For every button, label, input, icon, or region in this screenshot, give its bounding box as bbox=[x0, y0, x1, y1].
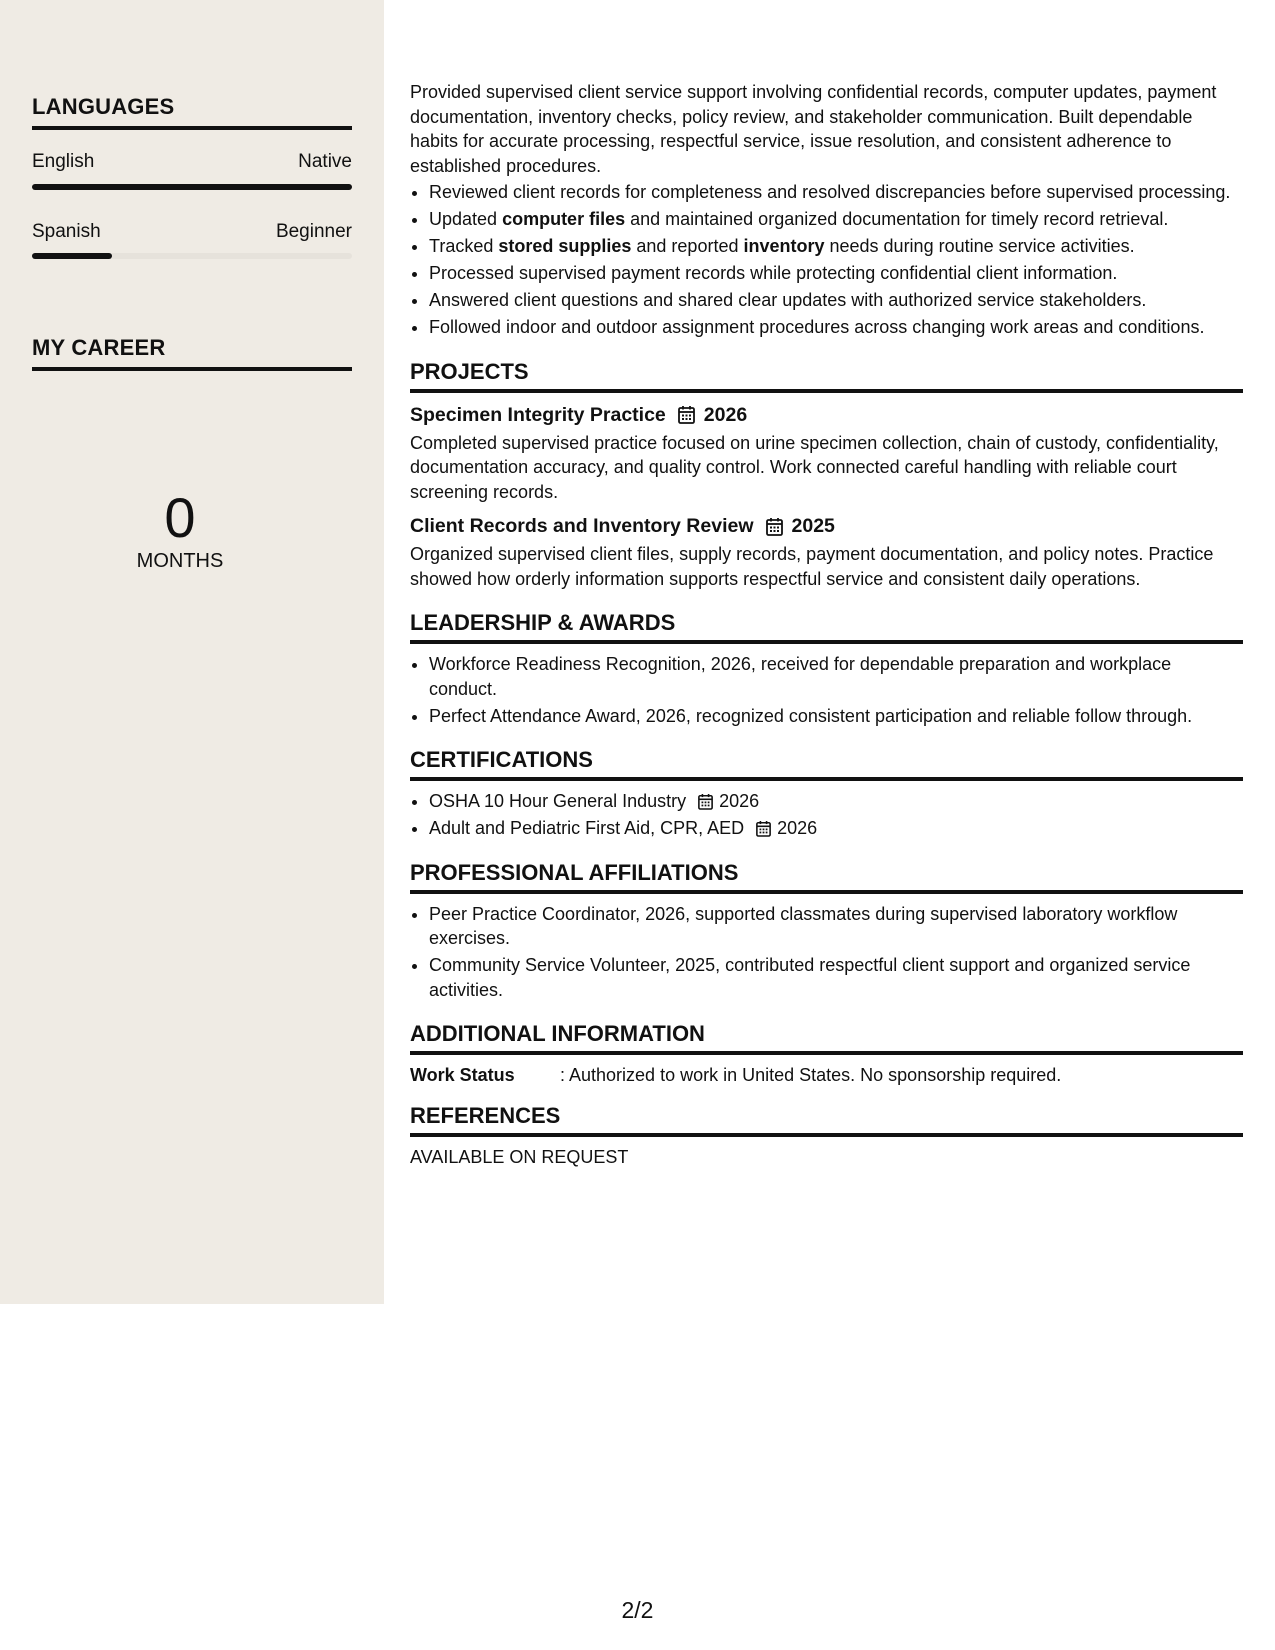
experience-bullet bbox=[429, 234, 1243, 259]
calendar-icon bbox=[756, 820, 771, 837]
bullet-text: Tracked bbox=[429, 236, 499, 256]
certification-name: • Adult and Pediatric First Aid, CPR, AED bbox=[429, 818, 745, 838]
bullet-text: Followed indoor and outdoor assignment procedures across changing work areas and conditions. bbox=[429, 317, 1205, 337]
experience-bullet bbox=[429, 315, 1243, 340]
certification-item bbox=[429, 789, 1243, 814]
page-number: 2/2 bbox=[621, 1597, 654, 1623]
project-title-row bbox=[410, 512, 1243, 540]
project-description: Completed supervised practice focused on urine specimen collection, chain of custody, confidentiality, documentation accuracy, and quality control. Work connected careful handling with reliable court screening records. bbox=[410, 432, 1219, 502]
career-months-value: 0 bbox=[164, 486, 196, 549]
language-proficiency-fill bbox=[32, 253, 112, 259]
bullet-text: Updated bbox=[429, 209, 503, 229]
calendar-icon bbox=[698, 793, 713, 810]
certification-year: 2026 bbox=[719, 791, 760, 811]
projects-heading: PROJECTS bbox=[410, 358, 1243, 393]
bullet-text: Reviewed client records for completeness and resolved discrepancies before supervised processing. bbox=[429, 182, 1231, 202]
affiliation-item: • Community Service Volunteer, 2025, contributed respectful client support and organized service activities. bbox=[429, 953, 1243, 1002]
certification-year: 2026 bbox=[777, 818, 818, 838]
bullet-text: Processed supervised payment records while protecting confidential client information. bbox=[429, 263, 1118, 283]
projects-list bbox=[410, 401, 1243, 592]
career-heading: MY CAREER bbox=[32, 335, 352, 371]
project-title: Specimen Integrity Practice bbox=[410, 403, 666, 426]
experience-bullet bbox=[429, 288, 1243, 313]
project-year: 2025 bbox=[791, 515, 835, 537]
calendar-icon bbox=[766, 517, 783, 536]
languages-heading: LANGUAGES bbox=[32, 94, 352, 130]
certification-row bbox=[429, 816, 817, 841]
bold-keyword: computer files bbox=[502, 209, 626, 229]
award-item: • Perfect Attendance Award, 2026, recognized consistent participation and reliable follow through. bbox=[429, 704, 1243, 729]
references-heading: REFERENCES bbox=[410, 1102, 1243, 1137]
work-status-label: Work Status bbox=[410, 1065, 515, 1085]
sidebar bbox=[0, 0, 384, 1304]
project-year: 2026 bbox=[703, 403, 748, 426]
language-proficiency-bar bbox=[32, 184, 352, 190]
calendar-icon bbox=[678, 405, 695, 424]
additional-info-heading: ADDITIONAL INFORMATION bbox=[410, 1020, 1243, 1055]
affiliations-list bbox=[410, 902, 1243, 1003]
bullet-text: and reported bbox=[631, 236, 744, 256]
certifications-list bbox=[410, 789, 1243, 841]
work-status-row bbox=[410, 1063, 1243, 1088]
language-name: English bbox=[32, 151, 95, 172]
bullet-text: needs during routine service activities. bbox=[824, 236, 1135, 256]
experience-bullet bbox=[429, 261, 1243, 286]
leadership-heading: LEADERSHIP & AWARDS bbox=[410, 609, 1243, 644]
work-status-value: : Authorized to work in United States. No sponsorship required. bbox=[560, 1065, 1062, 1085]
career-months-unit: MONTHS bbox=[136, 550, 224, 572]
language-proficiency-bar bbox=[32, 253, 352, 259]
bullet-text: and maintained organized documentation for timely record retrieval. bbox=[625, 209, 1169, 229]
certification-item bbox=[429, 816, 1243, 841]
language-level: Beginner bbox=[275, 221, 352, 242]
bullet-text: Answered client questions and shared clear updates with authorized service stakeholders. bbox=[429, 290, 1147, 310]
language-proficiency-fill bbox=[32, 184, 352, 190]
affiliations-heading: PROFESSIONAL AFFILIATIONS bbox=[410, 859, 1243, 894]
experience-bullet bbox=[429, 207, 1243, 232]
affiliation-item: • Peer Practice Coordinator, 2026, supported classmates during supervised laboratory workflow exercises. bbox=[429, 902, 1243, 951]
award-item: • Workforce Readiness Recognition, 2026, received for dependable preparation and workplace conduct. bbox=[429, 652, 1243, 701]
language-name: Spanish bbox=[32, 221, 101, 242]
project-description: Organized supervised client files, supply records, payment documentation, and policy notes. Practice showed how orderly information supports respectful service and consistent daily operations. bbox=[410, 544, 1214, 589]
bold-keyword: inventory bbox=[743, 236, 825, 256]
main-content bbox=[410, 80, 1243, 1169]
bold-keyword: stored supplies bbox=[498, 236, 632, 256]
certification-row bbox=[429, 789, 759, 814]
certification-name: • OSHA 10 Hour General Industry bbox=[429, 791, 687, 811]
experience-bullets bbox=[410, 180, 1243, 340]
project-title: Client Records and Inventory Review bbox=[410, 515, 754, 537]
experience-bullet bbox=[429, 180, 1243, 205]
certifications-heading: CERTIFICATIONS bbox=[410, 746, 1243, 781]
language-level: Native bbox=[298, 151, 352, 172]
references-text: AVAILABLE ON REQUEST bbox=[410, 1146, 629, 1167]
project-title-row bbox=[410, 401, 1243, 429]
experience-summary: Provided supervised client service support involving confidential records, computer updates, payment documentation, inventory checks, policy review, and stakeholder communication. Built dependable habits for accurate processing, respectful service, issue resolution, and consistent adherence to established procedures. bbox=[410, 82, 1217, 176]
leadership-list bbox=[410, 652, 1243, 728]
